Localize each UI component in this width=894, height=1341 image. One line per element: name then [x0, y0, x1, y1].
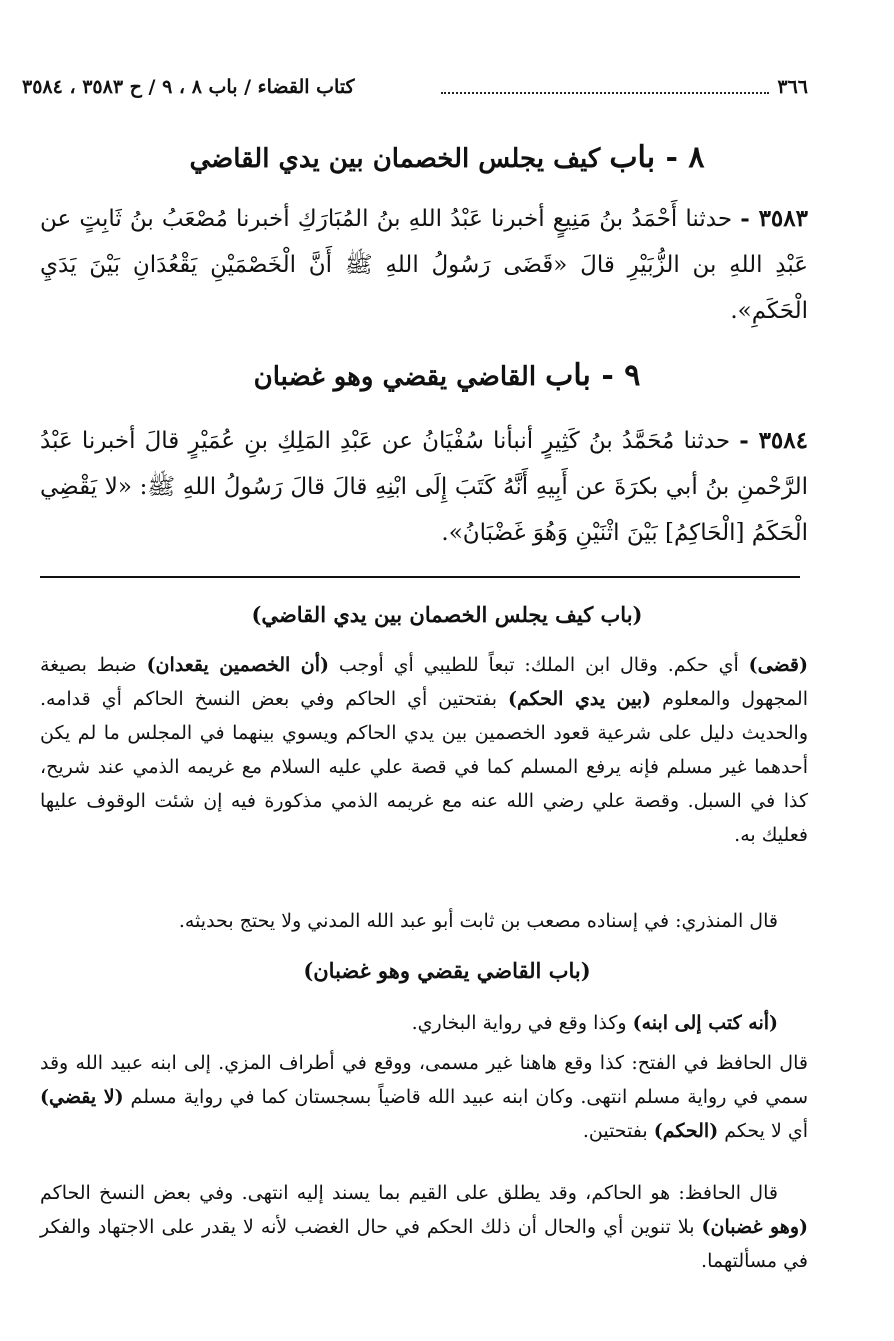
para3-keyword-1: (أنه كتب إلى ابنه)	[632, 1012, 778, 1034]
page-number-group	[441, 76, 808, 98]
hadith-3584	[40, 418, 808, 556]
header-dotted-leader	[441, 80, 769, 94]
para1-text-3: بفتحتين أي الحاكم وفي بعض النسخ الحاكم أي قدامه. والحديث دليل على شرعية قعود الخصمين بين يدي الحاكم ويسوي بينهما في المجلس ما لم يكن أحدهما غير مسلم فإنه يرفع المسلم كما في قصة علي عليه السلام مع غريمه الذمي عند شريح، كذا في السبل. وقصة علي رضي الله عنه مع غريمه الذمي مذكورة فيه إن شئت الوقوف عليها فعليك به.	[40, 688, 808, 846]
chapter-9-heading	[60, 358, 834, 393]
commentary-paragraph-2: قال المنذري: في إسناده مصعب بن ثابت أبو عبد الله المدني ولا يحتج بحديثه.	[178, 910, 778, 932]
hadith-3583-number: ٣٥٨٣ -	[740, 205, 808, 232]
chapter-8-heading	[60, 140, 834, 175]
running-title: كتاب القضاء / باب ٨ ، ٩ / ح ٣٥٨٣ ، ٣٥٨٤	[22, 76, 355, 98]
chapter-9-label: ٩ - باب	[545, 358, 641, 393]
para1-keyword-3: (بين يدي الحكم)	[507, 688, 652, 710]
commentary-paragraph-4	[40, 1046, 808, 1148]
para1-keyword-1: (قضى)	[748, 654, 808, 676]
running-header	[22, 74, 808, 100]
para5-text-2: بلا تنوين أي والحال أن ذلك الحكم في حال الغضب لأنه لا يقدر على الاجتهاد والفكر في مسألتهما.	[40, 1216, 808, 1272]
hadith-3583-text: حدثنا أَحْمَدُ بنُ مَنِيعٍ أخبرنا عَبْدُ اللهِ بنُ المُبَارَكِ أخبرنا مُصْعَبُ بنُ ثَابِتٍ عن عَبْدِ اللهِ بن الزُّبَيْرِ قالَ «قَضَى رَسُولُ اللهِ ﷺ أَنَّ الْخَصْمَيْنِ يَقْعُدَانِ بَيْنَ يَدَيِ الْحَكَمِ».	[40, 206, 808, 324]
chapter-8-title: كيف يجلس الخصمان بين يدي القاضي	[189, 144, 601, 174]
commentary-paragraph-5	[40, 1176, 808, 1278]
para5-text-1: قال الحافظ: هو الحاكم، وقد يطلق على القيم بما يسند إليه انتهى. وفي بعض النسخ الحاكم	[40, 1182, 778, 1204]
para3-text-1: وكذا وقع في رواية البخاري.	[411, 1012, 633, 1034]
chapter-8-label: ٨ - باب	[609, 140, 705, 175]
para4-keyword-2: (الحكم)	[653, 1120, 719, 1142]
para4-text-1: قال الحافظ في الفتح: كذا وقع هاهنا غير مسمى، ووقع في أطراف المزي. إلى ابنه عبيد الله وقد سمي في رواية مسلم انتهى. وكان ابنه عبيد الله قاضياً بسجستان كما في رواية مسلم	[40, 1052, 808, 1108]
commentary-title-2: (باب القاضي يقضي وهو غضبان)	[303, 958, 591, 983]
para4-text-2: أي لا يحكم	[718, 1120, 808, 1142]
chapter-9-title: القاضي يقضي وهو غضبان	[253, 362, 537, 392]
hadith-3583	[40, 196, 808, 334]
hadith-3584-number: ٣٥٨٤ -	[739, 427, 808, 454]
para5-keyword-1: (وهو غضبان)	[701, 1216, 808, 1238]
para1-text-2: ضبط بصيغة المجهول والمعلوم	[40, 654, 809, 710]
commentary-paragraph-3	[40, 1006, 808, 1040]
para4-keyword-1: (لا يقضي)	[40, 1086, 124, 1108]
hadith-3584-text: حدثنا مُحَمَّدُ بنُ كَثِيرٍ أنبأنا سُفْيَانُ عن عَبْدِ المَلِكِ بنِ عُمَيْرٍ قالَ أخبرنا عَبْدُ الرَّحْمنِ بنُ أبي بكرَةَ عن أَبِيهِ أَنَّهُ كَتَبَ إِلَى ابْنِهِ قالَ قالَ رَسُولُ اللهِ ﷺ: «لا يَقْضِي الْحَكَمُ [الْحَاكِمُ] بَيْنَ اثْنَيْنِ وَهُوَ غَضْبَانُ».	[40, 428, 808, 546]
footnote-divider	[40, 576, 800, 578]
commentary-title-1: (باب كيف يجلس الخصمان بين يدي القاضي)	[251, 602, 643, 627]
para1-keyword-2: (أن الخصمين يقعدان)	[146, 654, 329, 676]
para1-text-1: أي حكم. وقال ابن الملك: تبعاً للطيبي أي أوجب	[328, 654, 749, 676]
page-number: ٣٦٦	[777, 76, 808, 98]
para4-text-3: بفتحتين.	[582, 1120, 654, 1142]
commentary-paragraph-1	[40, 648, 808, 852]
